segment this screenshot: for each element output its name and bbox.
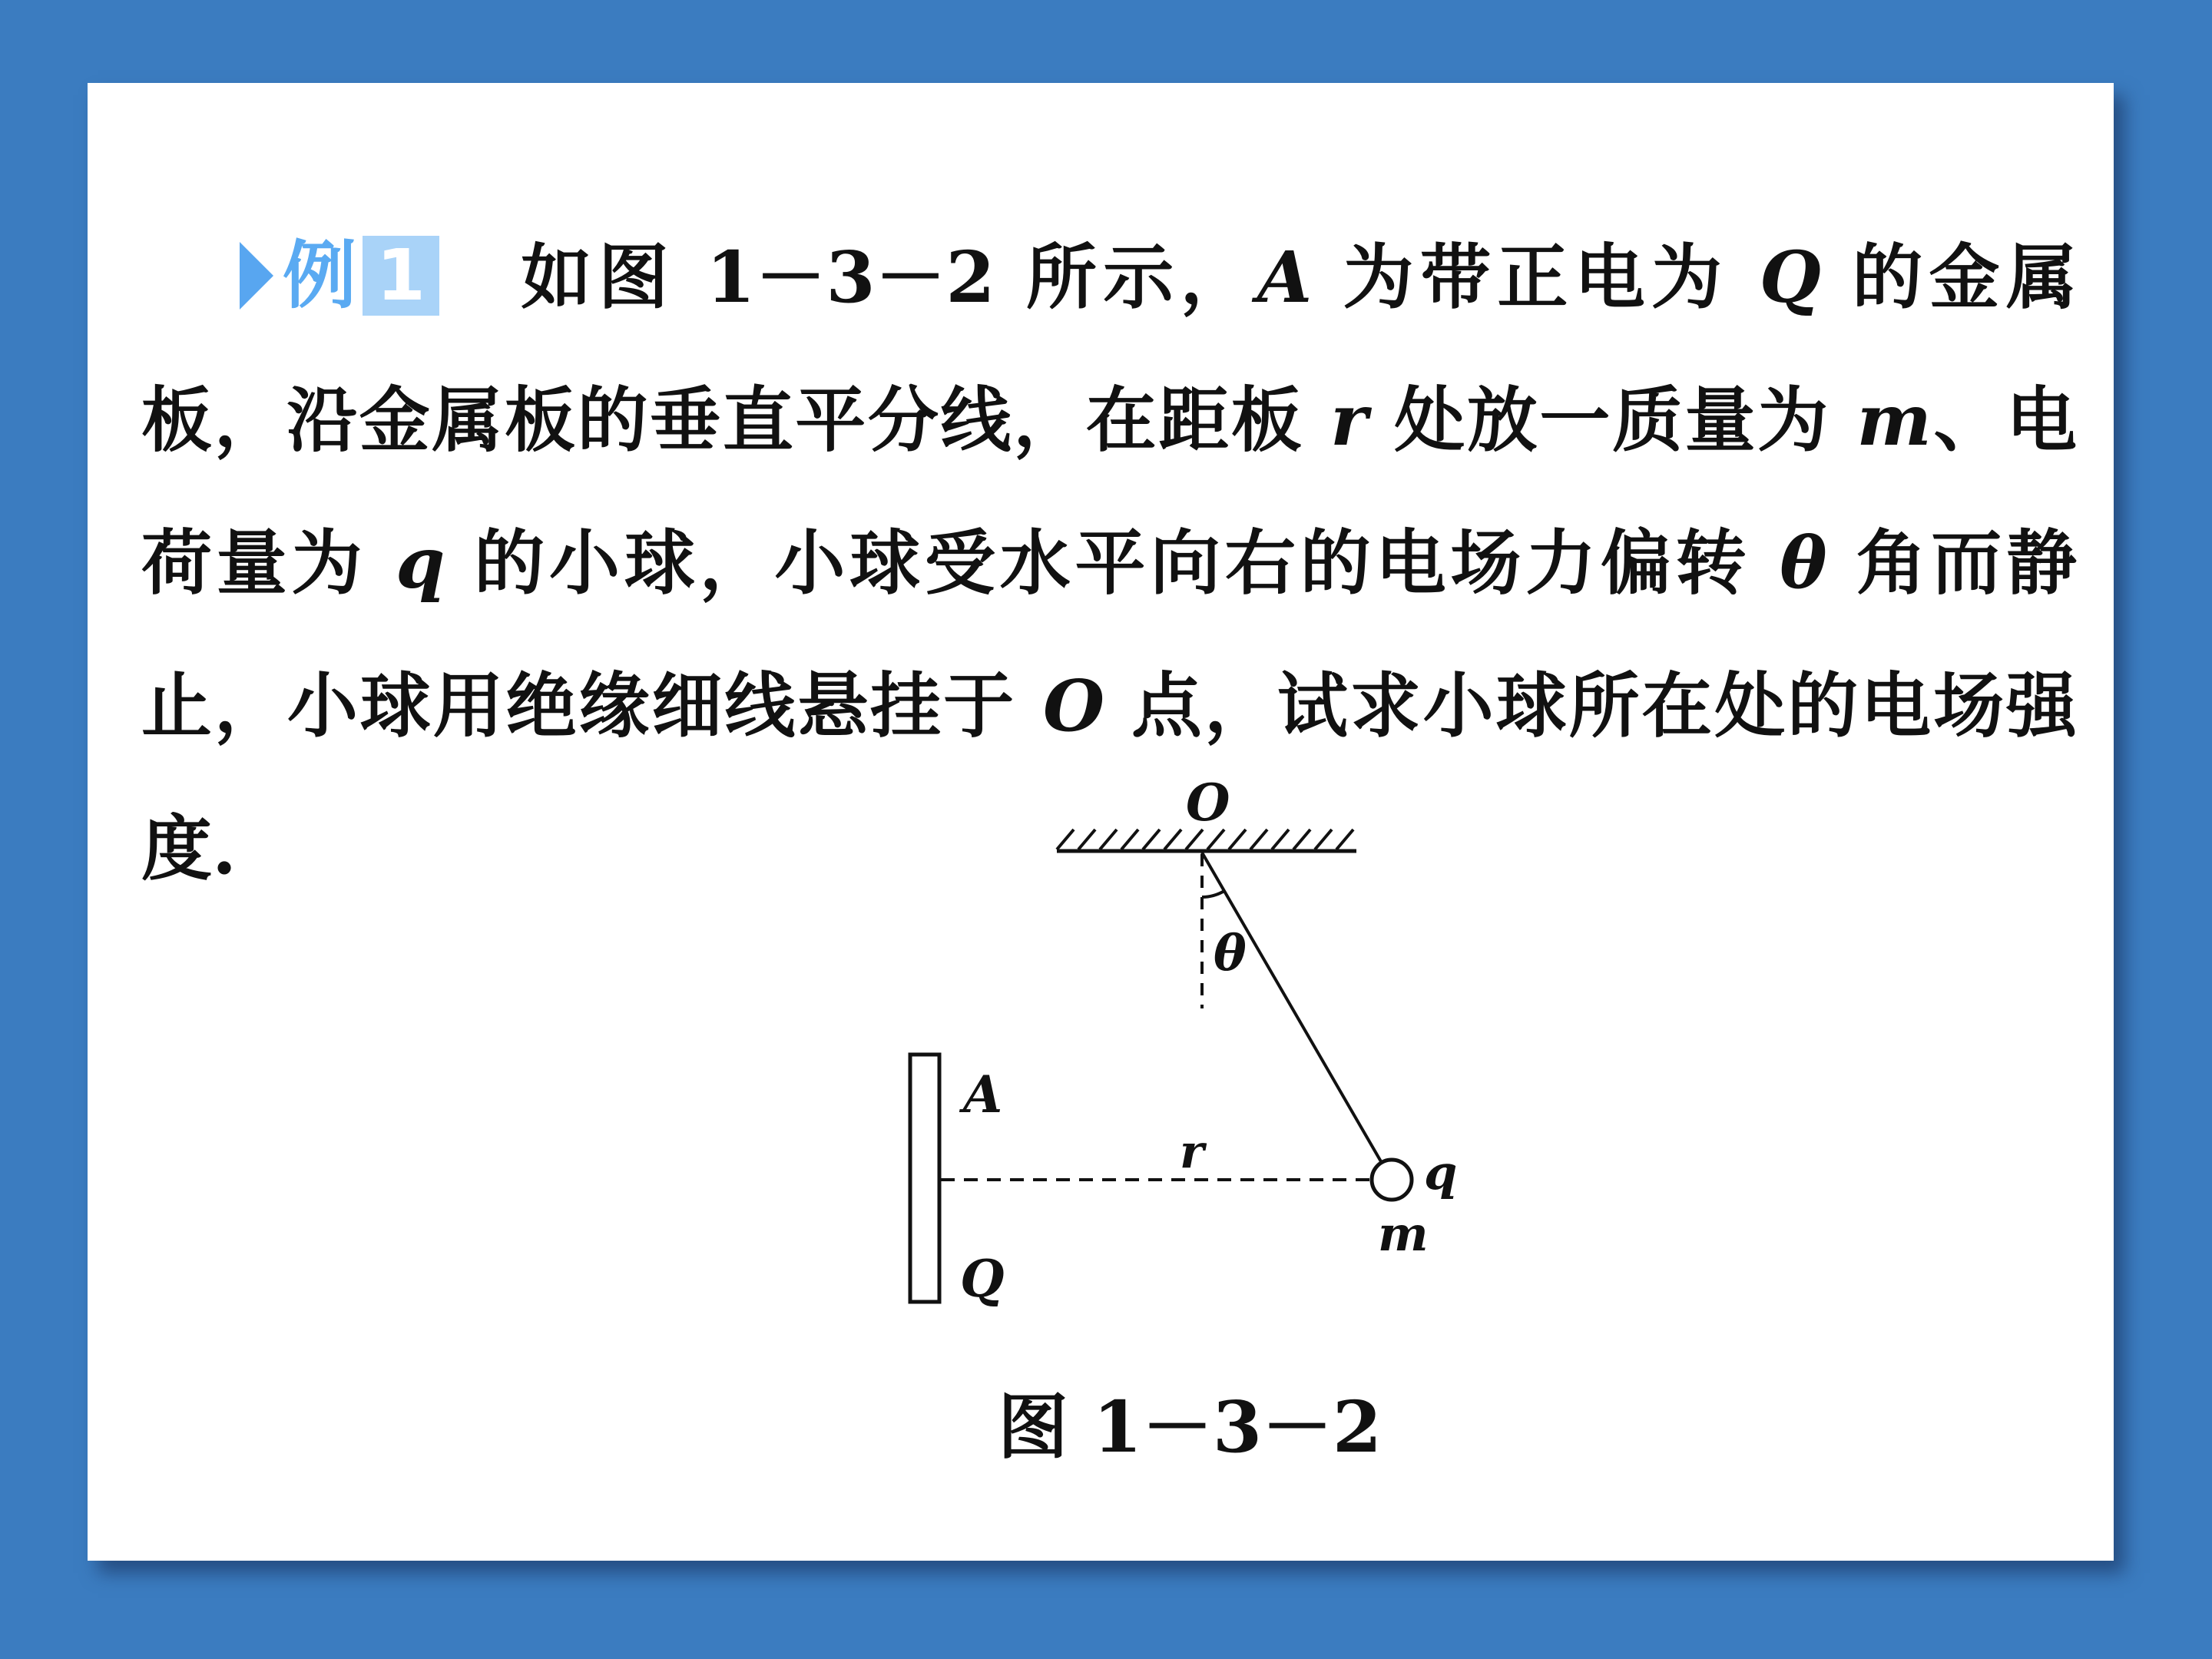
label-Q: Q bbox=[960, 1249, 1005, 1309]
label-A: A bbox=[963, 1065, 1003, 1124]
problem-text-5: 、电荷量为 bbox=[141, 379, 2078, 604]
problem-text-3: 的金属板，沿金属板的垂直平分线，在距板 bbox=[141, 236, 2078, 462]
slide-card bbox=[88, 83, 2114, 1561]
angle-arc bbox=[1202, 891, 1224, 897]
ceiling bbox=[1057, 830, 1356, 851]
var-r: r bbox=[1330, 379, 1368, 462]
problem-text-8: 点，试求小球所在处的电场强度. bbox=[141, 664, 2078, 890]
label-q: q bbox=[1424, 1144, 1458, 1200]
var-q: q bbox=[396, 522, 445, 604]
label-m: m bbox=[1378, 1206, 1429, 1262]
example-badge-word: 例 bbox=[283, 233, 356, 320]
metal-plate bbox=[910, 1055, 939, 1302]
var-Q: Q bbox=[1759, 236, 1821, 319]
pendulum-figure bbox=[88, 83, 2114, 1561]
label-theta: θ bbox=[1214, 925, 1247, 982]
var-m: m bbox=[1856, 379, 1932, 462]
problem-text-4: 处放一质量为 bbox=[1367, 379, 1857, 462]
problem-text-2: 为带正电为 bbox=[1312, 236, 1760, 319]
figure-caption: 图 1－3－2 bbox=[998, 1386, 1382, 1469]
charged-ball bbox=[1372, 1160, 1412, 1200]
problem-text-7: 角而静止，小球用绝缘细线悬挂于 bbox=[141, 522, 2078, 747]
var-A: A bbox=[1257, 236, 1313, 319]
example-badge-number: 1 bbox=[363, 236, 439, 316]
problem-text-1: 如图 1－3－2 所示， bbox=[515, 236, 1257, 319]
pendulum-string bbox=[1202, 853, 1390, 1177]
label-r: r bbox=[1180, 1125, 1204, 1179]
var-theta: θ bbox=[1780, 522, 1827, 604]
var-O: O bbox=[1042, 664, 1105, 747]
label-O: O bbox=[1186, 773, 1230, 833]
problem-text-6: 的小球，小球受水平向右的电场力偏转 bbox=[445, 522, 1780, 604]
